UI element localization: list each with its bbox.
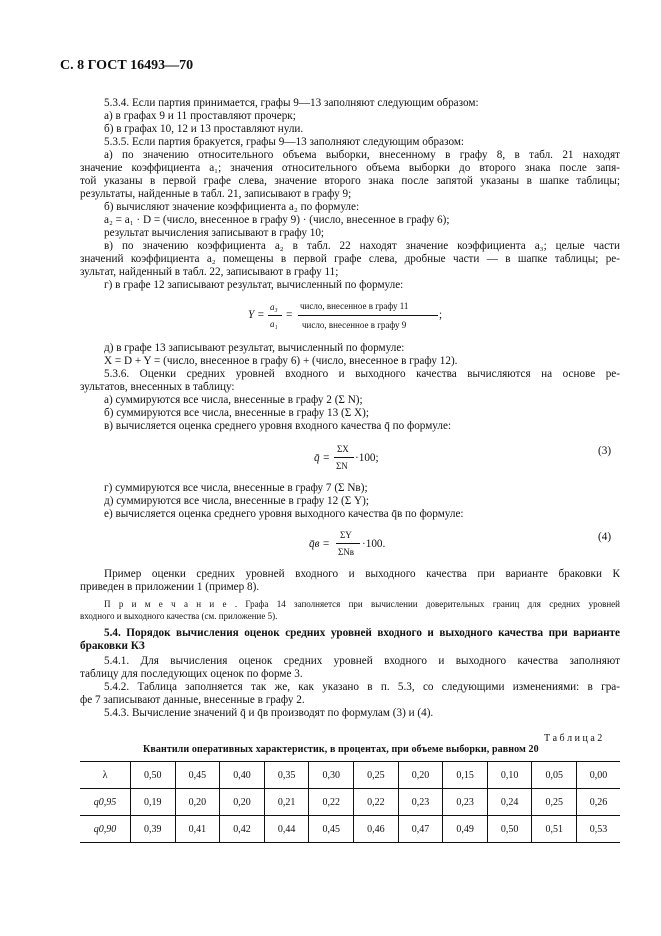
fraction-bar — [334, 457, 354, 458]
list-item: в) вычисляется оценка среднего уровня входного качества q̄ по формуле: — [104, 420, 452, 432]
table-cell: 0,15 — [443, 762, 488, 789]
table-cell: 0,47 — [398, 816, 443, 843]
formula-y-tail: ; — [439, 309, 443, 321]
table-cell: 0,00 — [577, 762, 620, 789]
text-line: б) вычисляют значение коэффициента a₂ по формуле: — [104, 201, 360, 213]
table-cell: 0,19 — [131, 789, 176, 816]
list-item-a: а) в графах 9 и 11 проставляют прочерк; — [104, 110, 296, 122]
formula-3-tail: ·100; — [355, 452, 379, 464]
list-item-b: б) в графах 10, 12 и 13 проставляют нули. — [104, 123, 304, 135]
table-cell: 0,25 — [354, 762, 399, 789]
table-cell: 0,45 — [309, 816, 354, 843]
table-title: Квантили оперативных характеристик, в процентах, при объеме выборки, равном 20 — [143, 744, 539, 755]
formula-y-den-text: число, внесенное в графу 9 — [302, 320, 407, 330]
section-5-4-title: 5.4. Порядок вычисления оценок средних уровней входного и выходного качества при варианте — [104, 627, 620, 639]
table-row — [80, 789, 620, 816]
formula-y-eq: = — [286, 309, 293, 321]
fraction-bar — [268, 315, 282, 316]
formula-y-lhs: Y = — [248, 309, 265, 321]
para-5-3-5: 5.3.5. Если партия бракуется, графы 9—13 заполняют следующим образом: — [104, 136, 465, 148]
table-label: Т а б л и ц а 2 — [544, 733, 603, 744]
section-5-4-title-cont: браковки КЗ — [80, 640, 145, 652]
table-cell: 0,20 — [220, 789, 265, 816]
text-line: той указаны в первой графе слева, значение второго знака после запятой указаны в шапке таблицы; — [80, 175, 620, 187]
table-cell: 0,45 — [175, 762, 220, 789]
table-cell: 0,46 — [354, 816, 399, 843]
para-5-4-1: 5.4.1. Для вычисления оценок средних уровней входного и выходного качества заполняют — [104, 655, 620, 667]
table-cell: 0,26 — [577, 789, 620, 816]
formula-x: X = D + Y = (число, внесенное в графу 6) + (число, внесенное в графу 12). — [104, 355, 458, 367]
table-cell: 0,10 — [487, 762, 532, 789]
list-item: д) суммируются все числа, внесенные в графу 12 (Σ Y); — [104, 495, 369, 507]
table-row — [80, 816, 620, 843]
text-line: г) в графе 12 записывают результат, вычисленный по формуле: — [104, 279, 404, 291]
formula-4-num: ΣY — [340, 530, 352, 540]
text-line: д) в графе 13 записывают результат, вычисленный по формуле: — [104, 342, 405, 354]
table-header-row — [80, 762, 620, 789]
text-line: результаты, найденные в табл. 21, записывают в графу 9; — [80, 188, 352, 200]
table-cell: 0,21 — [264, 789, 309, 816]
formula-3-lhs: q̄ = — [314, 452, 330, 464]
table-cell: 0,39 — [131, 816, 176, 843]
table-cell: 0,23 — [443, 789, 488, 816]
example-line: Пример оценки средних уровней входного и выходного качества при варианте браковки К — [104, 568, 620, 580]
text-line: значение коэффициента a₁; значения относительного объема выборки до второго знака после запя- — [80, 162, 620, 174]
para-5-3-6: 5.3.6. Оценки средних уровней входного и выходного качества вычисляются на основе ре- — [104, 368, 620, 380]
table-cell: 0,22 — [354, 789, 399, 816]
formula-y-num-var: a₃ — [270, 302, 278, 312]
list-item: е) вычисляется оценка среднего уровня выходного качества q̄в по формуле: — [104, 508, 464, 520]
quantile-table — [80, 761, 620, 843]
table-cell: 0,53 — [577, 816, 620, 843]
formula-4-lhs: q̄в = — [309, 538, 330, 550]
table-cell: 0,35 — [264, 762, 309, 789]
text-line: приведен в приложении 1 (пример 8). — [80, 581, 260, 593]
table-cell: 0,20 — [175, 789, 220, 816]
table-cell: 0,51 — [532, 816, 577, 843]
table-cell: 0,23 — [398, 789, 443, 816]
para-5-3-4: 5.3.4. Если партия принимается, графы 9—13 заполняют следующим образом: — [104, 97, 479, 109]
table-cell: 0,42 — [220, 816, 265, 843]
formula-3-den: ΣN — [336, 461, 348, 471]
list-item: г) суммируются все числа, внесенные в графу 7 (Σ Nв); — [104, 482, 368, 494]
para-5-4-3: 5.4.3. Вычисление значений q̄ и q̄в производят по формулам (3) и (4). — [104, 707, 434, 719]
table-cell: 0,44 — [264, 816, 309, 843]
table-cell: 0,24 — [487, 789, 532, 816]
formula-y-den-var: a₁ — [270, 319, 278, 329]
table-cell: 0,05 — [532, 762, 577, 789]
text-line: зультат, найденный в табл. 22, записывают в графу 11; — [80, 266, 339, 278]
page-header: С. 8 ГОСТ 16493—70 — [60, 58, 194, 73]
text-line: таблицу для последующих оценок по форме 3. — [80, 668, 303, 680]
text-line: фе 7 записывают данные, внесенные в графу 2. — [80, 694, 305, 706]
note-line: входного и выходного качества (см. приложение 5). — [80, 611, 278, 621]
formula-4-number: (4) — [598, 531, 612, 543]
table-cell: 0,25 — [532, 789, 577, 816]
table-cell: q0,90 — [80, 816, 131, 843]
formula-y-num-text: число, внесенное в графу 11 — [300, 301, 409, 311]
table-cell: 0,30 — [309, 762, 354, 789]
table-cell: λ — [80, 762, 131, 789]
fraction-bar — [298, 315, 438, 316]
text-line: зультатов, внесенных в таблицу: — [80, 381, 235, 393]
table-cell: 0,50 — [131, 762, 176, 789]
table-cell: 0,49 — [443, 816, 488, 843]
table-cell: 0,40 — [220, 762, 265, 789]
formula-4-den: ΣNв — [338, 547, 354, 557]
para-5-4-2: 5.4.2. Таблица заполняется так же, как указано в п. 5.3, со следующими изменениями: в гра- — [104, 681, 620, 693]
formula-3-number: (3) — [598, 445, 612, 457]
text-line: значений коэффициента a₂ помещены в первой графе слева, дробные части — в шапке таблицы; ре- — [80, 253, 620, 265]
list-item: б) суммируются все числа, внесенные в графу 13 (Σ X); — [104, 407, 369, 419]
formula-3-num: ΣX — [337, 444, 349, 454]
table-cell: 0,41 — [175, 816, 220, 843]
fraction-bar — [336, 543, 360, 544]
text-line: результат вычисления записывают в графу 10; — [104, 227, 325, 239]
table-cell: 0,50 — [487, 816, 532, 843]
table-cell: 0,22 — [309, 789, 354, 816]
text-line: в) по значению коэффициента a₂ в табл. 22 находят значение коэффициента a₃; целые части — [104, 240, 620, 252]
formula-a2: a₂ = a₁ · D = (число, внесенное в графу 9) · (число, внесенное в графу 6); — [104, 214, 450, 226]
list-item: а) суммируются все числа, внесенные в графу 2 (Σ N); — [104, 394, 363, 406]
table-cell: 0,20 — [398, 762, 443, 789]
text-line: а) по значению относительного объема выборки, внесенному в графу 8, в табл. 21 находят — [104, 149, 620, 161]
table-cell: q0,95 — [80, 789, 131, 816]
note-line: П р и м е ч а н и е . Графа 14 заполняется при вычислении доверительных границ для средних уровней — [104, 599, 620, 609]
formula-4-tail: ·100. — [362, 538, 386, 550]
